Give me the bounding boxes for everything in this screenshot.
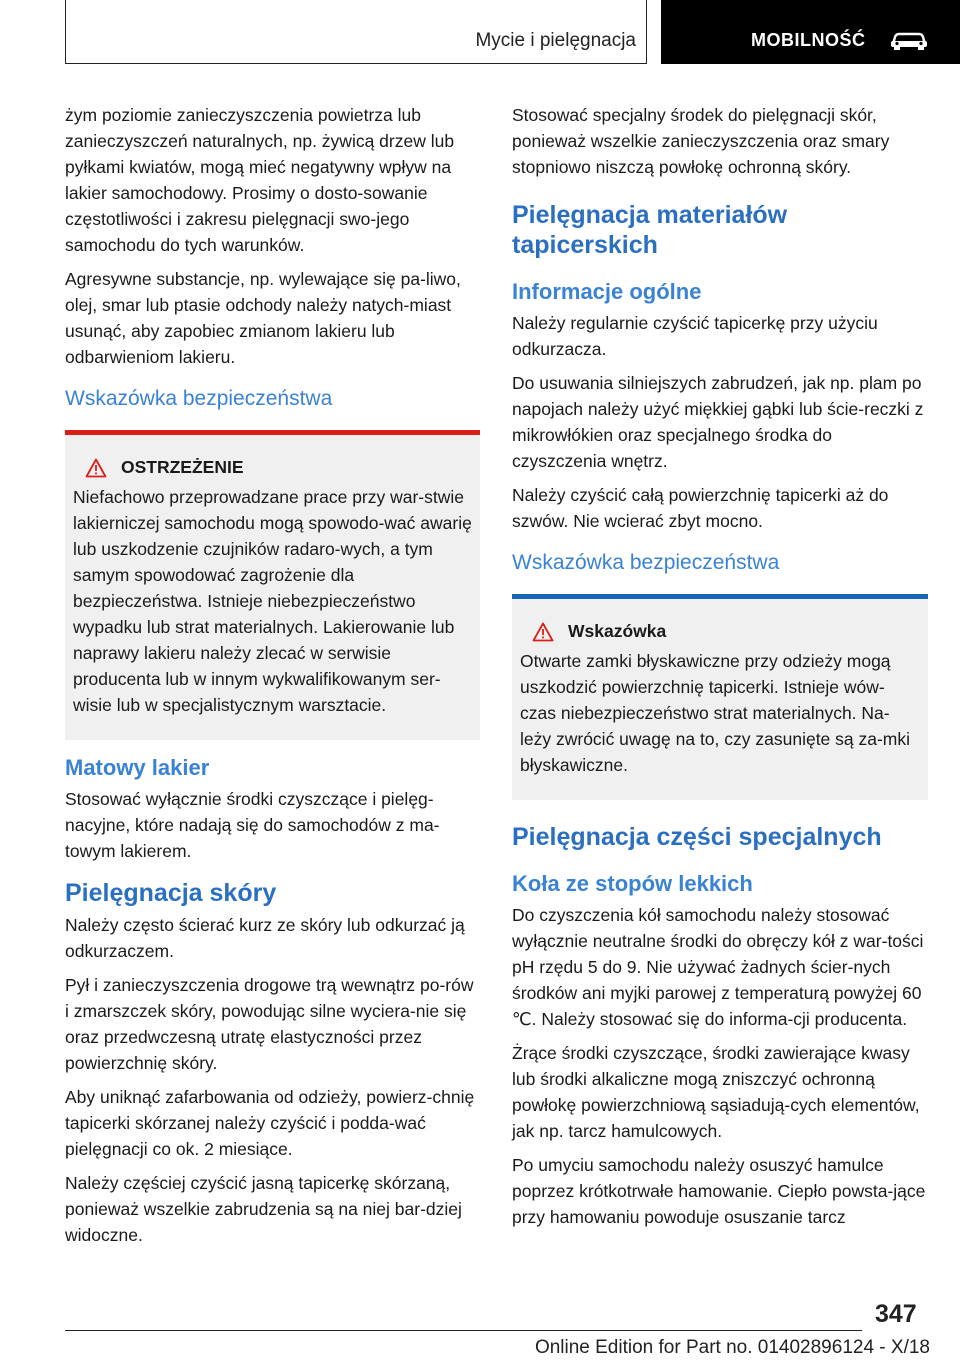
paragraph: Należy często ścierać kurz ze skóry lub odkurzać ją odkurzaczem. — [65, 915, 465, 961]
paragraph: Pył i zanieczyszczenia drogowe trą wewnątrz po-rów i zmarszczek skóry, powodując silne wyciera-nie się oraz przedwczesną utratę elastyczności przez powierzchnię skóry. — [65, 975, 474, 1073]
warning-triangle-icon — [532, 622, 554, 642]
paragraph: Po umyciu samochodu należy osuszyć hamulce poprzez krótkotrwałe hamowanie. Ciepło powsta-jące przy hamowaniu powoduje osuszanie tarcz — [512, 1155, 926, 1227]
section-heading: Wskazówka bezpieczeństwa — [512, 551, 780, 574]
section-heading: Wskazówka bezpieczeństwa — [65, 387, 333, 410]
left-column — [65, 102, 480, 1256]
warning-title — [73, 457, 472, 478]
paragraph: Aby uniknąć zafarbowania od odzieży, powierz-chnię tapicerki skórzanej należy czyścić i podda-wać pielęgnacji co ok. 2 miesiące. — [65, 1087, 475, 1159]
section-heading: Informacje ogólne — [512, 279, 702, 304]
paragraph: Stosować wyłącznie środki czyszczące i pielęg-nacyjne, które nadają się do samochodów z ma-towym lakierem. — [65, 789, 440, 861]
warning-title-text: OSTRZEŻENIE — [121, 457, 244, 477]
section-heading: Pielęgnacja części specjalnych — [512, 823, 882, 851]
paragraph: Żrące środki czyszczące, środki zawierające kwasy lub środki alkaliczne mogą zniszczyć ochronną powłokę powierzchniową sąsiadują-cych elementów, jak np. tarcz hamulcowych. — [512, 1043, 920, 1141]
paragraph: Do usuwania silniejszych zabrudzeń, jak np. plam po napojach należy użyć miękkiej gąbki lub ście-reczki z mikrowłókien oraz specjalnego środka do czyszczenia wnętrz. — [512, 373, 924, 471]
page-number: 347 — [875, 1300, 917, 1328]
section-heading: Pielęgnacja materiałów tapicerskich — [512, 201, 788, 259]
paragraph: Agresywne substancje, np. wylewające się pa-liwo, olej, smar lub ptasie odchody należy natych-miast usunąć, aby zapobiec zmianom lakieru lub odbarwieniom lakieru. — [65, 269, 461, 367]
paragraph: Należy częściej czyścić jasną tapicerkę skórzaną, ponieważ wszelkie zabrudzenia są na niej bar-dziej widoczne. — [65, 1173, 462, 1245]
header-section-title: Mycie i pielęgnacja — [475, 30, 636, 51]
section-heading: Koła ze stopów lekkich — [512, 871, 753, 896]
notice-title-text: Wskazówka — [568, 621, 667, 641]
header-chapter-label: MOBILNOŚĆ — [751, 30, 866, 50]
notice-box — [512, 594, 928, 800]
section-heading: Pielęgnacja skóry — [65, 879, 277, 907]
car-icon — [889, 30, 929, 50]
notice-title — [520, 621, 920, 642]
paragraph: Należy czyścić całą powierzchnię tapicerki aż do szwów. Nie wcierać zbyt mocno. — [512, 485, 889, 531]
paragraph: żym poziomie zanieczyszczenia powietrza lub zanieczyszczeń naturalnych, np. żywicą drzew lub pyłkami kwiatów, mogą mieć negatywny wpływ na lakier samochodowy. Prosimy o dosto-sowanie częstotliwości i zakresu pielęgnacji swo-jego samochodu do tych warunków. — [65, 105, 455, 255]
notice-text: Otwarte zamki błyskawiczne przy odzieży mogą uszkodzić powierzchnię tapicerki. Istnieje wów-czas niebezpieczeństwo strat materialnych. Na-leży zwrócić uwagę na to, czy zasunięte są za-mki błyskawiczne. — [520, 651, 911, 775]
warning-box — [65, 430, 480, 740]
section-heading: Matowy lakier — [65, 755, 210, 780]
header-section-box — [65, 0, 647, 64]
paragraph: Do czyszczenia kół samochodu należy stosować wyłącznie neutralne środki do obręczy kół z war-tości pH rzędu 5 do 9. Nie używać żadnych ścier-nych środków ani myjki parowej z temperaturą powyżej 60 ℃. Należy stosować się do informa-cji producenta. — [512, 905, 924, 1029]
warning-triangle-icon — [85, 458, 107, 478]
warning-text: Niefachowo przeprowadzane prace przy war-stwie lakierniczej samochodu mogą spowodo-wać awarię lub uszkodzenie czujników radaro-wych, a tym samym spowodować zagrożenie dla bezpieczeństwa. Istnieje niebezpieczeństwo wypadku lub strat materialnych. Lakierowanie lub naprawy lakieru należy zlecać w serwisie producenta lub w innym wykwalifikowanym ser-wisie lub w specjalistycznym warsztacie. — [73, 487, 472, 715]
footer-edition: Online Edition for Part no. 01402896124 - X/18 — [534, 1337, 930, 1358]
paragraph: Należy regularnie czyścić tapicerkę przy użyciu odkurzacza. — [512, 313, 878, 359]
header-chapter-badge — [661, 0, 960, 64]
footer-divider — [65, 1330, 862, 1331]
right-column — [512, 102, 928, 1238]
paragraph: Stosować specjalny środek do pielęgnacji skór, ponieważ wszelkie zanieczyszczenia oraz smary stopniowo niszczą powłokę ochronną skóry. — [512, 105, 890, 177]
